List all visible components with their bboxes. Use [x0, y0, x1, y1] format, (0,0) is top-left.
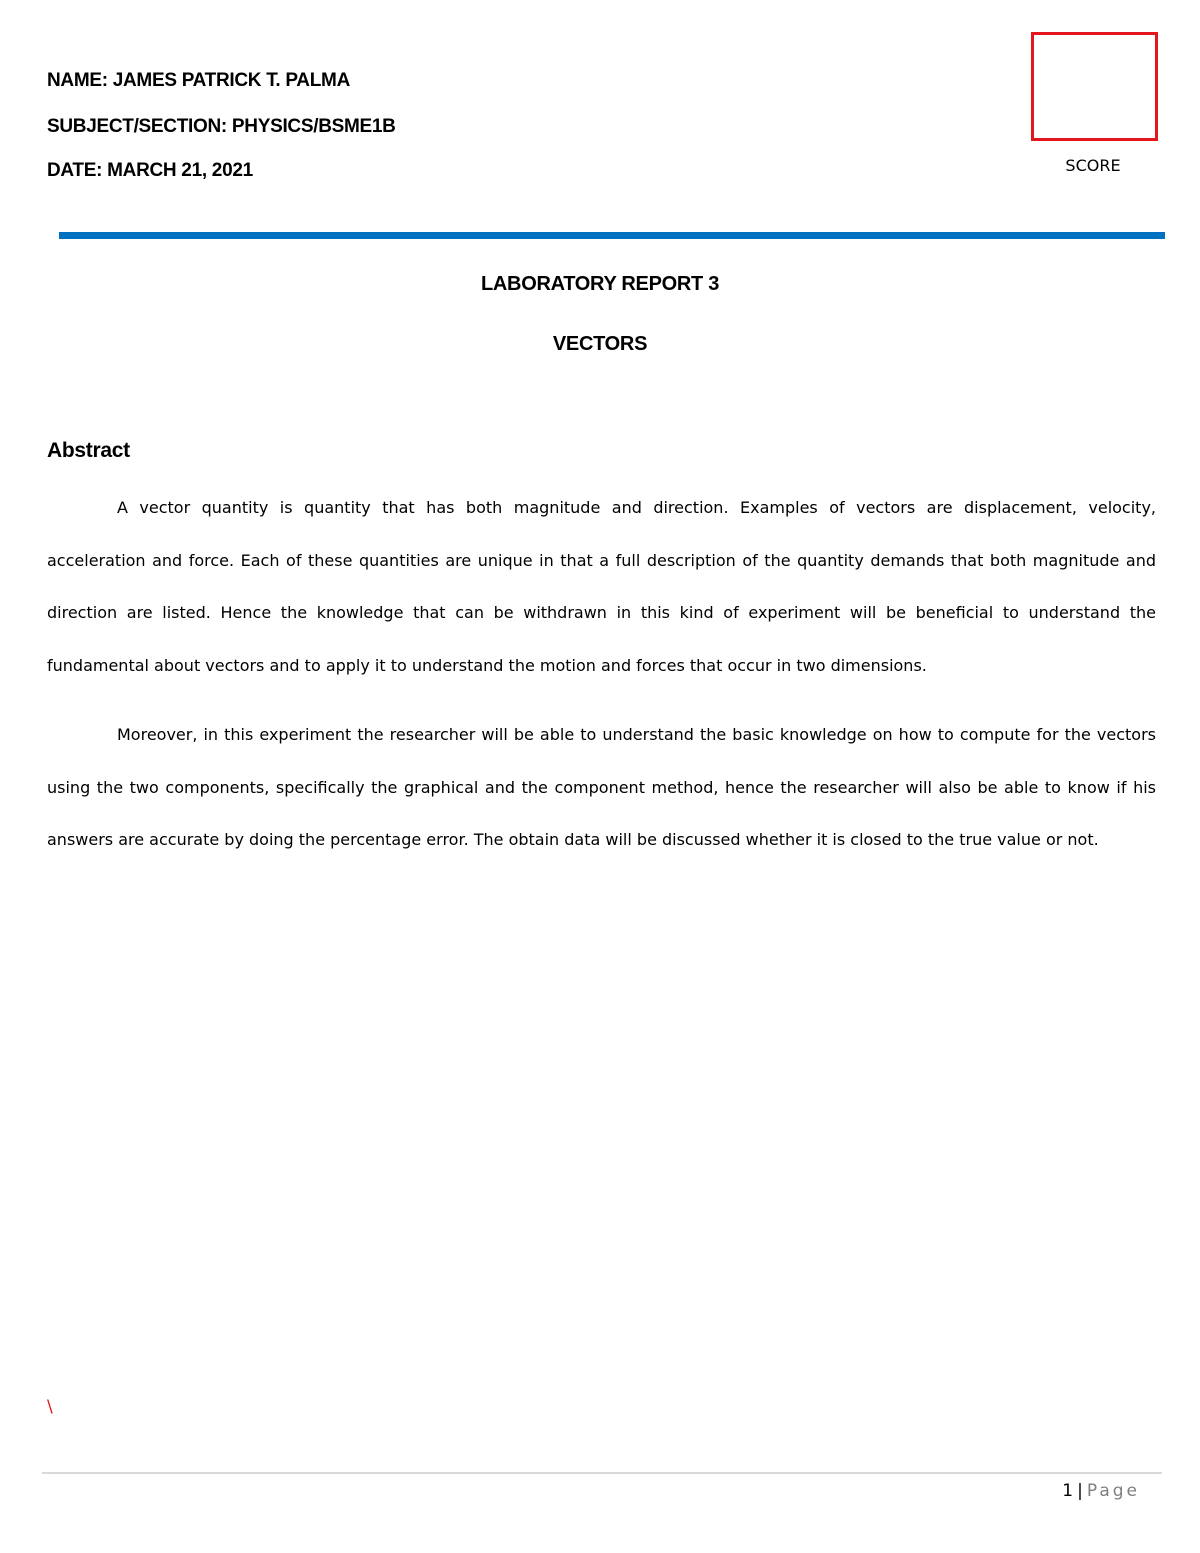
student-name: NAME: JAMES PATRICK T. PALMA: [47, 70, 350, 91]
report-date: DATE: MARCH 21, 2021: [47, 160, 253, 181]
subject-section: SUBJECT/SECTION: PHYSICS/BSME1B: [47, 116, 396, 137]
abstract-paragraph-2: Moreover, in this experiment the researcher will be able to understand the basic knowledge on how to compute for the vectors using the two components, specifically the graphical and the component method, hence the researcher will also be able to know if his answers are accurate by doing the percentage error. The obtain data will be discussed whether it is closed to the true value or not.: [47, 725, 1156, 850]
page-footer: [1062, 1481, 1140, 1501]
score-label: SCORE: [1065, 156, 1121, 175]
page-word: Page: [1086, 1481, 1140, 1501]
stray-backslash-mark: \: [47, 1397, 53, 1417]
report-title: LABORATORY REPORT 3: [480, 273, 720, 295]
header-divider: [59, 232, 1165, 239]
report-subtitle: VECTORS: [552, 333, 648, 355]
abstract-paragraph-1: A vector quantity is quantity that has both magnitude and direction. Examples of vectors are displacement, velocity, acceleration and force. Each of these quantities are unique in that a full description of the quantity demands that both magnitude and direction are listed. Hence the knowledge that can be withdrawn in this kind of experiment will be beneficial to understand the fundamental about vectors and to apply it to understand the motion and forces that occur in two dimensions.: [47, 498, 1156, 676]
score-box: [1031, 32, 1158, 141]
footer-rule: [42, 1472, 1162, 1474]
page-separator: |: [1077, 1481, 1083, 1501]
page-number: 1: [1062, 1481, 1074, 1501]
abstract-heading: Abstract: [47, 439, 130, 462]
